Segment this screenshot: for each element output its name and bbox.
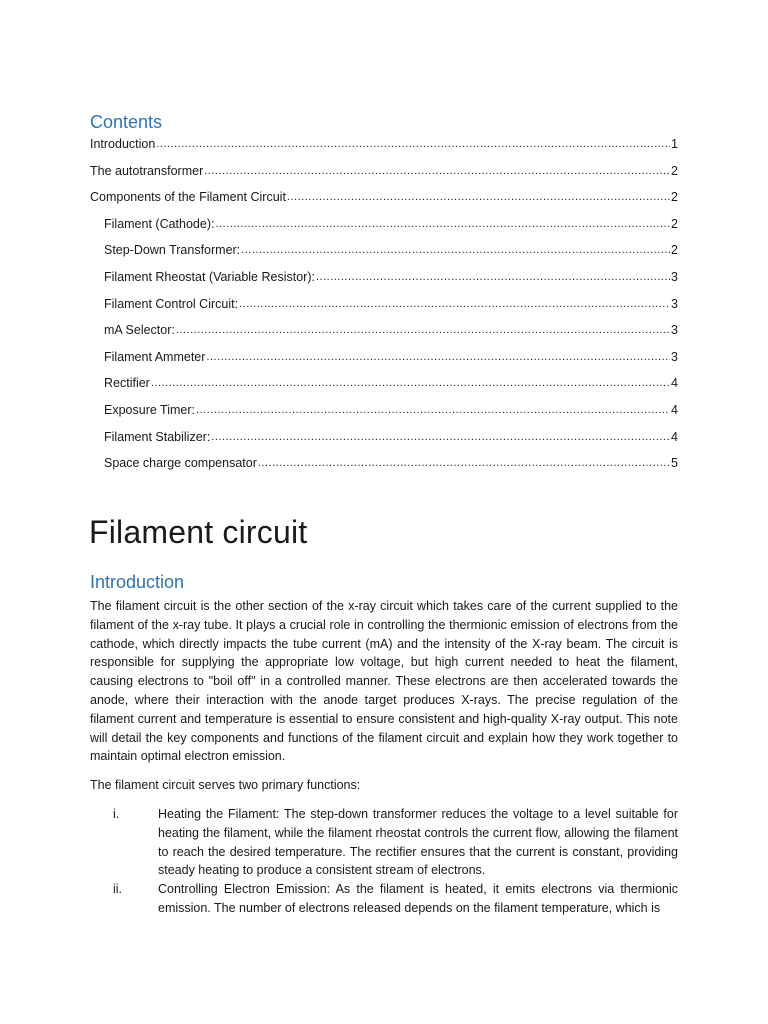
toc-dot-leader [204,160,670,181]
toc-entry-page: 2 [671,243,678,258]
toc-dot-leader [151,372,670,393]
toc-entry-label: Filament Stabilizer: [104,429,211,444]
toc-dot-leader [156,133,670,154]
toc-entry-label: Filament (Cathode): [104,216,215,231]
toc-dot-leader [211,426,670,447]
toc-dot-leader [176,319,670,340]
toc-entry-label: Step-Down Transformer: [104,243,241,258]
toc-dot-leader [316,266,670,287]
toc-dot-leader [215,213,670,234]
functions-lead-paragraph: The filament circuit serves two primary functions: [90,778,361,792]
toc-dot-leader [206,346,670,367]
toc-entry-label: mA Selector: [104,323,175,338]
toc-entry-filament-ammeter[interactable] [90,347,678,374]
toc-heading: Contents [90,112,163,132]
toc-entry-page: 2 [671,216,678,231]
toc-entry-label: Space charge compensator [104,456,257,471]
list-item [90,805,678,880]
toc-entry-label: Introduction [90,137,156,151]
toc-entry-page: 2 [671,163,678,178]
toc-entry-page: 3 [671,269,678,284]
toc-entry-page: 3 [671,349,678,364]
list-item-text: Heating the Filament: The step-down transformer reduces the voltage to a level suitable for heating the filament, while the filament rheostat controls the current flow, allowing the filament to reach the desired temperature. The rectifier ensures that the current is constant, providing steady heating to produce a consistent stream of electrons. [158,807,678,878]
toc-entry-page: 4 [671,429,678,444]
toc-entry-filament-rheostat[interactable] [90,267,678,294]
list-marker: i. [113,807,120,821]
toc-entry-introduction[interactable] [90,134,678,161]
toc-entry-label: Filament Ammeter [104,349,206,364]
toc-dot-leader [241,239,670,260]
document-title: Filament circuit [89,514,308,550]
toc-entry-ma-selector[interactable] [90,320,678,347]
toc-entry-step-down-transformer[interactable] [90,240,678,267]
toc-entry-rectifier[interactable] [90,373,678,400]
toc-entry-exposure-timer[interactable] [90,400,678,427]
toc-entry-label: Rectifier [104,376,150,391]
toc-dot-leader [239,293,670,314]
intro-paragraph: The filament circuit is the other section of the x-ray circuit which takes care of the current supplied to the filament of the x-ray tube. It plays a crucial role in controlling the thermionic emission of electrons from the cathode, which directly impacts the tube current (mA) and the intensity of the X-ray beam. The circuit is responsible for supplying the appropriate low voltage, but high current needed to heat the filament, causing electrons to "boil off" in a controlled manner. These electrons are then accelerated towards the anode, where their interaction with the anode target produces X-rays. The precise regulation of the filament current and temperature is essential to ensure consistent and high-quality X-ray output. This note will detail the key components and functions of the filament circuit and explain how they work together to maintain optimal electron emission. [90,599,678,764]
toc-entry-label: Exposure Timer: [104,402,196,417]
toc-entry-filament-cathode[interactable] [90,214,678,241]
toc-entry-space-charge-compensator[interactable] [90,453,678,480]
toc-dot-leader [287,186,670,207]
functions-list [90,805,678,918]
toc-entry-page: 3 [671,323,678,338]
toc-entry-page: 4 [671,402,678,417]
toc-entry-label: Filament Control Circuit: [104,296,239,311]
toc-entry-page: 4 [671,376,678,391]
toc-entry-autotransformer[interactable] [90,161,678,188]
toc-entry-label: The autotransformer [90,163,204,178]
toc-dot-leader [196,399,670,420]
toc-entry-components[interactable] [90,187,678,214]
toc-entry-page: 2 [671,190,678,205]
list-item-text: Controlling Electron Emission: As the filament is heated, it emits electrons via thermionic emission. The number of electrons released depends on the filament temperature, which is [158,882,678,915]
list-item [90,880,678,918]
toc-dot-leader [258,452,670,473]
toc-entry-filament-control-circuit[interactable] [90,294,678,321]
section-heading-introduction: Introduction [90,572,185,592]
toc-entry-page: 1 [671,137,678,151]
toc-entry-label: Filament Rheostat (Variable Resistor): [104,269,315,284]
toc-entry-page: 3 [671,296,678,311]
toc-entry-page: 5 [671,456,678,471]
toc-entry-filament-stabilizer[interactable] [90,427,678,454]
table-of-contents [90,134,678,480]
list-marker: ii. [113,882,123,897]
toc-entry-label: Components of the Filament Circuit [90,190,286,205]
